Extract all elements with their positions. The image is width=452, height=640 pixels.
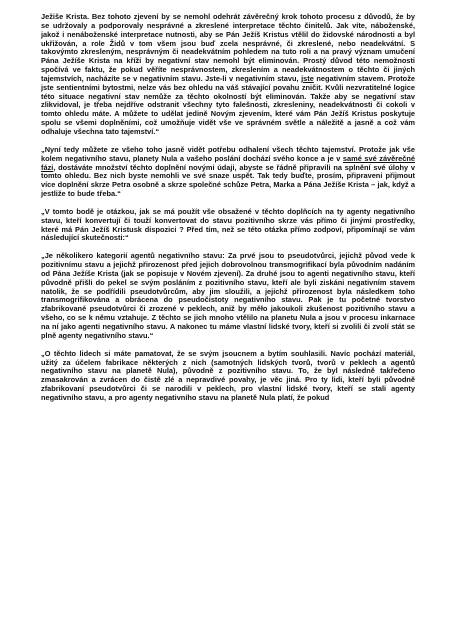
paragraph-4-text: „Je několikero kategorií agentů negativního stavu: Za prvé jsou to pseudotvůrci, jejichž původ vede k pozitivnímu stavu a jejichž přirozenost před jejich dobrovolnou transmogrifikací byla původním nadáním od Pána Ježíše Krista (jak se popisuje v Novém zjevení). Za druhé jsou to agenti negativního stavu, kteří původně přišli do pekel se svým posláním z pozitivního stavu, kteří ale byli ziskáni negativním stavem natolik, že se podřídili pseudotvůrcům, aby jim sloužili, a jejichž přirozenost byla následkem toho transmogrifikována a obrácena do pseudočistoty negativního stavu. Pak je tu početné tvorstvo zfabrikované pseudotvůrci či zrozené v peklech, aniž by měło jakoukoli zkušenost pozitivního stavu a všeho, co se k němu vztahuje. Z těchto se jich mnoho vtělilo na planetu Nula a jsou v procesu inkarnace na ní jako agenti negativního stavu. A nakonec tu máme vlastní lidské tvory, kteří si zvolili či zvolí stát se plně agenty negativního stavu.“ bbox=[41, 251, 415, 340]
paragraph-2-text-b: , dostáváte množství těchto doplnění novými údaji, abyste se řádně připravili na splnění své úlohy v tomto ohledu. Bez nich byste nemohli ve své snaze uspět. Tak tedy buďte, prosím, připraveni přijmout více doplnění skrze Petra osobně a skrze společné schůze Petra, Marka a Pána Ježíše Krista – jak, když a jestliže to bude třeba.“ bbox=[41, 162, 415, 199]
paragraph-2 bbox=[41, 146, 415, 199]
paragraph-2-text-a: „Nyní tedy můžete ze všeho toho jasně vidět potřebu odhalení všech těchto tajemství. Protože jak vše kolem negativního stavu, planety Nula a vašeho poslání dochází svého konce a je v bbox=[41, 144, 415, 163]
paragraph-3-text: „V tomto bodě je otázkou, jak se má použít vše obsažené v těchto doplňcích na ty agenty negativního stavu, kteří konvertují či touží konvertovat do stavu pozitivního skrze vás přímo či jinými prostředky, které má Pán Ježíš Kristusk dispozici ? Před tím, než se této otázka přímo zodpoví, připomínají se vám následující skutečnosti:“ bbox=[41, 206, 415, 243]
paragraph-5 bbox=[41, 350, 415, 403]
paragraph-1-text-a: Ježiše Krista. Bez tohoto zjevení by se nemohl odehrát závěrečný krok tohoto procesu z důvodů, že by se udržovaly a podporovaly nesprávné a zkreslené interpretace těchto činitelů. Jak víte, náboženské, jakož i nenáboženské interpretace nutnosti, aby se Pán Ježíš Kristus vtělil do židovské národnosti a byl ukřižován, a role Židů v tom všem jsou buď zcela nesprávné, či zkreslené, nebo neadekvátní. S takovýmto zkresleným, nesprávným či neadekvátním pohledem na tuto roli a na pravý význam umučení Pána Ježíše Krista na kříži by negativní stav nemohl být eliminován. Prostý důvod této nemožnosti spočívá ve faktu, že pokud věříte nesprávnostem, zkreslením a neadekvátnostem o těchto či jiných tajemstvích, nacházíte se v negativním stavu. Jste-li v negativním stavu, bbox=[41, 12, 415, 83]
paragraph-1 bbox=[41, 13, 415, 137]
paragraph-1-text-b: negativním stavem. Protože jste sentientními bytostmi, nelze vás bez ohledu na váš stávající povahu zničit. Kvůli nezvratitelné logice této situace negativní stav nemůže za těchto okolností být eliminován. Takže aby se negativní stav zlikvidoval, je třeba nejdříve odstranit všechny tyto falešnosti, zkresleniny, neadekvátnosti či cokoli v tomto ohledu máte. A můžete to udělat jedině Novým zjevením, které vám Pán Ježíš Kristus poskytuje spolu se všemi doplněními, což umožňuje vidět vše ve správném světle a náležitě a jasně a což vám odhaluje všechna tato tajemství.“ bbox=[41, 73, 416, 136]
paragraph-3 bbox=[41, 208, 415, 243]
paragraph-1-underlined-jste: jste bbox=[301, 73, 314, 83]
paragraph-5-text: „O těchto lidech si máte pamatovat, že se svým jsoucnem a bytím souhlasili. Navíc pochází materiál, užitý za účelem fabrikace některých z nich (samotných lidských tvorů, tvorů v peklech a agentů negativního stavu na planetě Nula), původně z pozitivního stavu. To, že byl následně takřečeno zmasakrován a zvrácen do čistě zlé a nepravdivé povahy, je věc jiná. Pro ty lidi, kteří byli původně zfabrikovaní pseudotvůrci či se narodili v peklech, pro vlastní lidské tvory, kteří se stali agenty negativního stavu, a pro agenty negativního stavu na planetě Nula platí, že pokud bbox=[41, 348, 415, 402]
paragraph-4 bbox=[41, 252, 415, 340]
paragraph-2-underlined-phrase: samé své závěrečné fázi bbox=[41, 153, 415, 172]
